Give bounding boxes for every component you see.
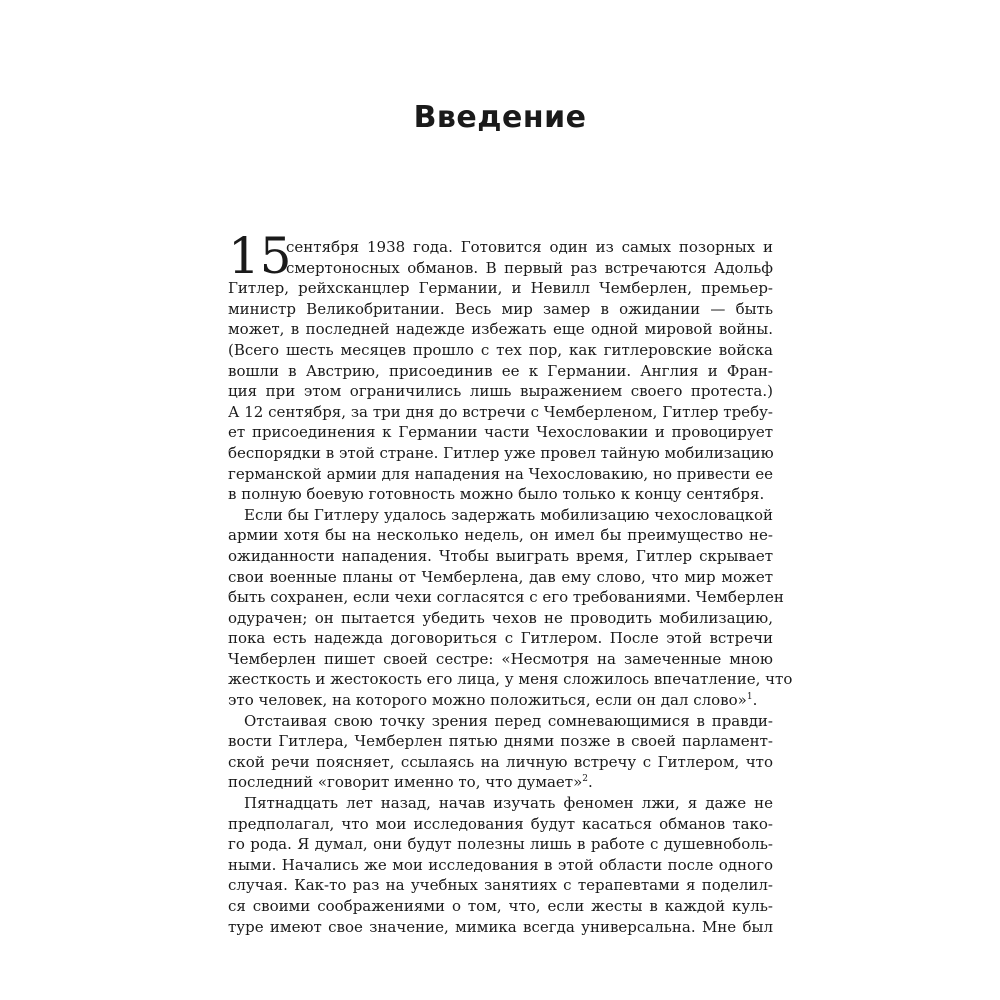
text-line: туре имеют свое значение, мимика всегда универсальна. Мне был [228, 917, 773, 936]
text-line: (Всего шесть месяцев прошло с тех пор, как гитлеровские войска [228, 340, 773, 359]
text-line: Чемберлен пишет своей сестре: «Несмотря на замеченные мною [228, 649, 773, 668]
paragraph-2 [228, 505, 793, 711]
text-line: ция при этом ограничились лишь выражением своего протеста.) [228, 382, 773, 401]
text-line: Если бы Гитлеру удалось задержать мобилизацию чехословацкой [244, 505, 773, 524]
text-line: Пятнадцать лет назад, начав изучать феномен лжи, я даже не [244, 794, 773, 813]
footnote-ref[interactable]: 1 [746, 692, 753, 703]
chapter-heading: Введение [413, 100, 587, 135]
dropcap-row [228, 227, 773, 285]
text-line: одурачен; он пытается убедить чехов не проводить мобилизацию, [228, 608, 773, 627]
text-line: последний «говорит именно то, что думает»$^2$. [228, 773, 593, 792]
text-line: ся своими соображениями о том, что, если жесты в каждой куль- [228, 897, 773, 915]
text-line: А 12 сентября, за три дня до встречи с Чемберленом, Гитлер требу- [228, 402, 773, 421]
text-line: может, в последней надежде избежать еще одной мировой войны. [228, 320, 773, 339]
text-line: это человек, на которого можно положиться, если он дал слово»$^1$. [228, 691, 758, 710]
text-line: быть сохранен, если чехи согласятся с его требованиями. Чемберлен [228, 588, 784, 607]
text-line: случая. Как-то раз на учебных занятиях с терапевтами я поделил- [228, 876, 773, 895]
text-line: беспорядки в этой стране. Гитлер уже провел тайную мобилизацию [228, 443, 774, 462]
text-line: ской речи поясняет, ссылаясь на личную встречу с Гитлером, что [228, 752, 773, 771]
line-text: последний «говорит именно то, что думает» [228, 773, 583, 792]
paragraph-1 [228, 227, 774, 505]
text-line: ожиданности нападения. Чтобы выиграть время, Гитлер скрывает [228, 546, 773, 565]
text-line: сентября 1938 года. Готовится один из самых позорных и [286, 238, 773, 256]
paragraph-3 [228, 711, 773, 793]
line-text: это человек, на которого можно положиться, если он дал слово» [228, 691, 747, 710]
text-line: Гитлер, рейхсканцлер Германии, и Невилл Чемберлен, премьер- [228, 279, 773, 298]
text-line: го рода. Я думал, они будут полезны лишь в работе с душевноболь- [228, 835, 773, 854]
drop-cap: 15 [228, 227, 292, 285]
text-line: ными. Начались же мои исследования в этой области после одного [228, 855, 773, 874]
text-line: ет присоединения к Германии части Чехословакии и провоцирует [228, 423, 773, 442]
text-line: предполагал, что мои исследования будут касаться обманов тако- [228, 814, 773, 833]
text-line: пока есть надежда договориться с Гитлером. После этой встречи [228, 629, 773, 648]
text-line: Отстаивая свою точку зрения перед сомневающимися в правди- [244, 711, 773, 730]
text-line: вости Гитлера, Чемберлен пятью днями позже в своей парламент- [228, 732, 773, 751]
text-line: армии хотя бы на несколько недель, он имел бы преимущество не- [228, 526, 773, 545]
text-line: министр Великобритании. Весь мир замер в ожидании — быть [228, 299, 773, 318]
footnote-ref[interactable]: 2 [582, 774, 589, 785]
body-text [228, 227, 793, 937]
paragraph-4 [228, 793, 773, 937]
text-line: вошли в Австрию, присоединив ее к Германии. Англия и Фран- [228, 361, 773, 380]
text-line: в полную боевую готовность можно было только к концу сентября. [228, 485, 765, 504]
text-line: жесткость и жестокость его лица, у меня сложилось впечатление, что [228, 670, 793, 689]
text-line: германской армии для нападения на Чехословакию, но привести ее [228, 464, 773, 483]
text-line: свои военные планы от Чемберлена, дав ему слово, что мир может [228, 567, 773, 586]
text-line: смертоносных обманов. В первый раз встречаются Адольф [286, 258, 773, 277]
